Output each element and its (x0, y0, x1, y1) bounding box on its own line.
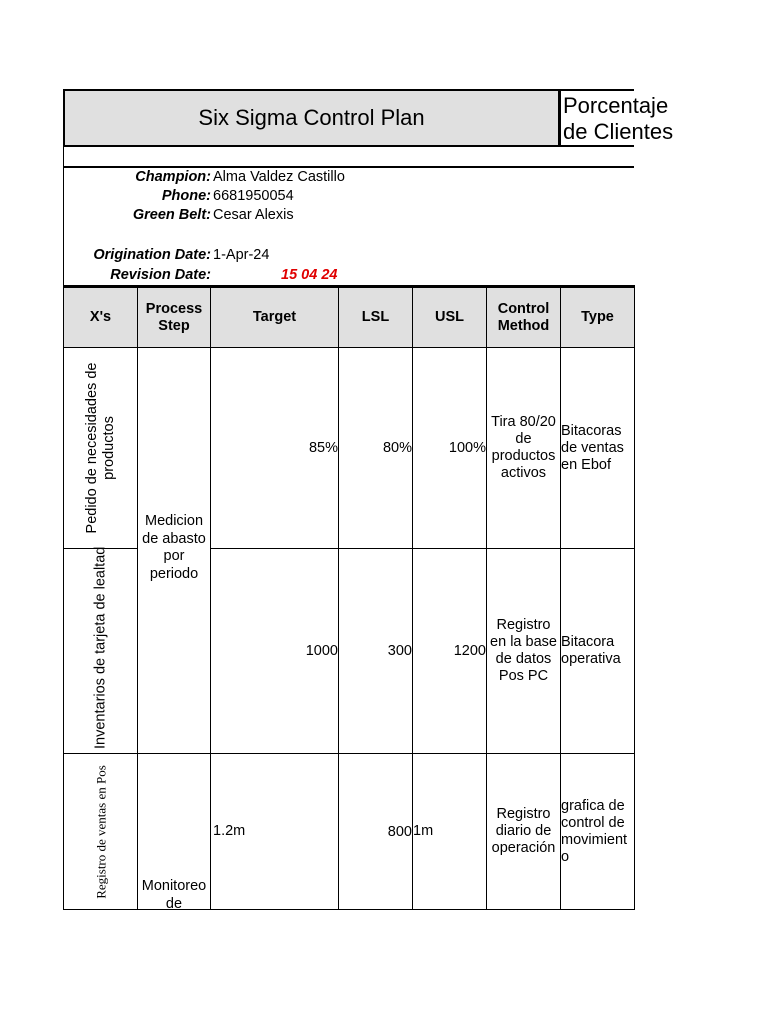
x-label: Pedido de necesidades de productos (83, 362, 117, 534)
project-info (63, 168, 634, 285)
type-cell: Bitacoras de ventas en Ebof (561, 348, 635, 549)
metric-title-cell (560, 89, 674, 147)
table-row (64, 754, 635, 910)
x-label: Registro de ventas en Pos (93, 764, 108, 899)
process-step-cell (138, 348, 211, 754)
header-type: Type (561, 287, 635, 348)
control-method-cell: Tira 80/20 de productos activos (487, 348, 561, 549)
revision-value: 15 04 24 (281, 267, 338, 283)
usl-cell: 1m (413, 754, 487, 910)
header-usl: USL (413, 287, 487, 348)
process-step-cell (138, 754, 211, 910)
lsl-cell: 80% (339, 348, 413, 549)
title-text: Six Sigma Control Plan (198, 105, 425, 130)
origination-label: Origination Date: (93, 247, 211, 263)
phone-label: Phone: (161, 188, 211, 204)
champion-row (64, 168, 635, 187)
green-belt-label: Green Belt: (132, 207, 211, 223)
table-row (64, 348, 635, 549)
green-belt-row (64, 206, 635, 225)
spacer-row (63, 147, 634, 168)
lsl-cell: 800 (339, 754, 413, 910)
champion-label: Champion: (135, 169, 211, 185)
phone-row (64, 187, 635, 206)
target-cell: 85% (211, 348, 339, 549)
origination-row (64, 246, 635, 265)
header-lsl: LSL (339, 287, 413, 348)
control-method-cell: Registro diario de operación (487, 754, 561, 910)
control-plan-table (63, 285, 635, 910)
lsl-cell: 300 (339, 549, 413, 754)
x-label: Inventarios de tarjeta de lealtad (92, 546, 108, 749)
revision-row (64, 266, 635, 285)
origination-value: 1-Apr-24 (213, 247, 270, 263)
header-control-method: Control Method (487, 287, 561, 348)
phone-value: 6681950054 (213, 188, 294, 204)
control-method-cell: Registro en la base de datos Pos PC (487, 549, 561, 754)
target-cell: 1.2m (211, 754, 339, 910)
usl-cell: 1200 (413, 549, 487, 754)
process-step-text: Monitoreo de (141, 878, 207, 912)
revision-label: Revision Date: (110, 267, 211, 283)
process-step-text: Medicion de abasto por periodo (142, 513, 206, 582)
type-cell: Bitacora operativa (561, 549, 635, 754)
header-row (64, 287, 635, 348)
target-cell: 1000 (211, 549, 339, 754)
metric-title-text: Porcentaje de Clientes (563, 93, 674, 144)
header-xs: X's (64, 287, 138, 348)
champion-value: Alma Valdez Castillo (213, 169, 345, 185)
page-title (63, 89, 560, 147)
header-process-step: Process Step (138, 287, 211, 348)
usl-cell: 100% (413, 348, 487, 549)
x-cell (64, 754, 138, 910)
x-cell (64, 546, 138, 754)
header-target: Target (211, 287, 339, 348)
green-belt-value: Cesar Alexis (213, 207, 294, 223)
type-cell: grafica de control de movimiento (561, 754, 635, 910)
x-cell (64, 348, 138, 549)
